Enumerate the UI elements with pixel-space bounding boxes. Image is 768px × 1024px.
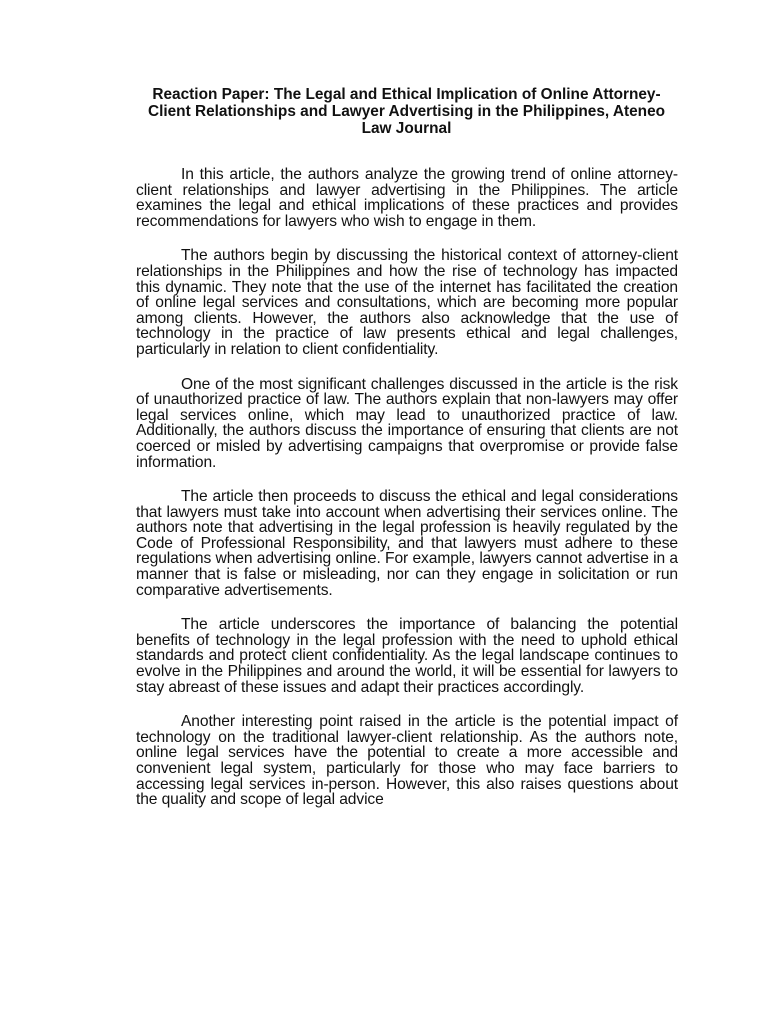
paragraph-3: One of the most significant challenges discussed in the article is the risk of unauthorized practice of law. The authors explain that non-lawyers may offer legal services online, which may lead to unauthorized practice of law. Additionally, the authors discuss the importance of ensuring that clients are not coerced or misled by advertising campaigns that overpromise or provide false information. (136, 375, 678, 471)
paragraph-4: The article then proceeds to discuss the ethical and legal considerations that lawyers must take into account when advertising their services online. The authors note that advertising in the legal profession is heavily regulated by the Code of Professional Responsibility, and that lawyers must adhere to these regulations when advertising online. For example, lawyers cannot advertise in a manner that is false or misleading, nor can they engage in solicitation or run comparative advertisements. (136, 488, 678, 599)
paragraph-1: In this article, the authors analyze the growing trend of online attorney-client relationships and lawyer advertising in the Philippines. The article examines the legal and ethical implications of these practices and provides recommendations for lawyers who wish to engage in them. (136, 166, 678, 230)
document-title: Reaction Paper: The Legal and Ethical Implication of Online Attorney-Client Relationships and Lawyer Advertising in the Philippines, Ateneo Law Journal (147, 86, 666, 137)
paragraph-6: Another interesting point raised in the article is the potential impact of technology on the traditional lawyer-client relationship. As the authors note, online legal services have the potential to create a more accessible and convenient legal system, particularly for those who may face barriers to accessing legal services in-person. However, this also raises questions about the quality and scope of legal advice (136, 713, 678, 809)
paragraph-5: The article underscores the importance of balancing the potential benefits of technology in the legal profession with the need to uphold ethical standards and protect client confidentiality. As the legal landscape continues to evolve in the Philippines and around the world, it will be essential for lawyers to stay abreast of these issues and adapt their practices accordingly. (136, 616, 678, 696)
document-body (136, 167, 678, 827)
paragraph-2: The authors begin by discussing the historical context of attorney-client relationships in the Philippines and how the rise of technology has impacted this dynamic. They note that the use of the internet has facilitated the creation of online legal services and consultations, which are becoming more popular among clients. However, the authors also acknowledge that the use of technology in the practice of law presents ethical and legal challenges, particularly in relation to client confidentiality. (136, 247, 678, 358)
